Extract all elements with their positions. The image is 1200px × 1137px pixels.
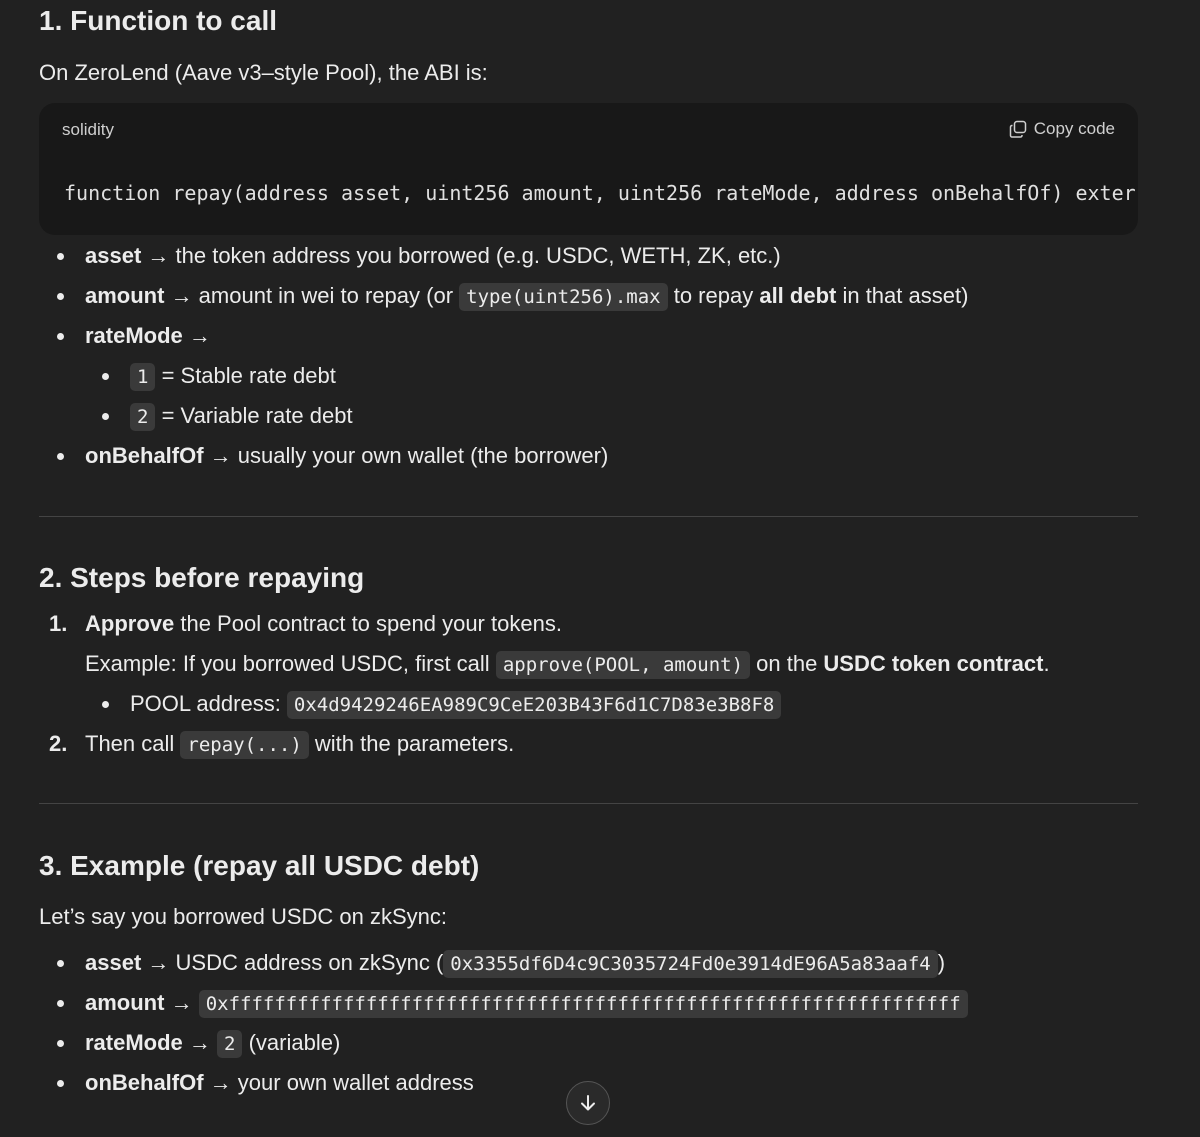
- example-item-asset: [39, 947, 945, 980]
- example-period: .: [1043, 651, 1050, 676]
- list-item-asset: [39, 240, 781, 272]
- ratemode-arrow: →: [182, 1030, 218, 1055]
- example-item-ratemode: [39, 1027, 340, 1060]
- variable-description: = Variable rate debt: [155, 403, 353, 428]
- amount-description-3: in that asset): [836, 283, 969, 308]
- step-2-text-2: with the parameters.: [308, 731, 515, 756]
- copy-icon: [1009, 120, 1027, 138]
- section-3-intro: Let’s say you borrowed USDC on zkSync:: [39, 904, 447, 929]
- divider: [39, 803, 1138, 804]
- term-amount: amount: [85, 990, 165, 1015]
- list-item-ratemode: [39, 320, 211, 352]
- term-onbehalfof: onBehalfOf: [85, 1070, 204, 1095]
- copy-code-label: Copy code: [1033, 119, 1115, 138]
- code-content: function repay(address asset, uint256 amount, uint256 rateMode, address onBehalfOf) exter: [64, 181, 1136, 205]
- inline-code-ratemode: 2: [217, 1030, 242, 1058]
- inline-code-max: type(uint256).max: [459, 283, 667, 311]
- code-block: [39, 103, 1138, 235]
- scroll-to-bottom-button[interactable]: [566, 1081, 610, 1125]
- term-ratemode: rateMode: [85, 323, 183, 348]
- all-debt-bold: all debt: [759, 283, 837, 308]
- term-asset: asset: [85, 243, 142, 268]
- asset-description: → USDC address on zkSync (: [141, 950, 444, 975]
- example-item-amount: [39, 987, 968, 1020]
- section-1-intro: On ZeroLend (Aave v3–style Pool), the ABI is:: [39, 60, 488, 85]
- step-1-number: 1.: [49, 611, 68, 636]
- divider: [39, 516, 1138, 517]
- section-2-heading: 2. Steps before repaying: [39, 562, 365, 593]
- list-item-stable: [39, 360, 336, 393]
- copy-code-button[interactable]: [1009, 119, 1115, 139]
- asset-close-paren: ): [937, 950, 946, 975]
- amount-description: → amount in wei to repay (or: [164, 283, 460, 308]
- asset-description: → the token address you borrowed (e.g. USDC, WETH, ZK, etc.): [141, 243, 781, 268]
- step-2: [39, 728, 514, 761]
- arrow-down-icon: [578, 1093, 598, 1113]
- step-1: [39, 608, 562, 640]
- onbehalfof-description: → usually your own wallet (the borrower): [203, 443, 609, 468]
- section-3-heading: 3. Example (repay all USDC debt): [39, 850, 480, 881]
- ratemode-arrow: →: [182, 323, 211, 348]
- approve-bold: Approve: [85, 611, 175, 636]
- term-asset: asset: [85, 950, 142, 975]
- example-text: Example: If you borrowed USDC, first call: [85, 651, 496, 676]
- step-1-example: [39, 648, 1050, 681]
- step-2-text: Then call: [85, 731, 181, 756]
- inline-code-usdc-address: 0x3355df6D4c9C3035724Fd0e3914dE96A5a83aaf4: [443, 950, 937, 978]
- step-1-text: the Pool contract to spend your tokens.: [174, 611, 562, 636]
- inline-code-approve: approve(POOL, amount): [496, 651, 750, 679]
- inline-code-repay: repay(...): [180, 731, 308, 759]
- step-2-number: 2.: [49, 731, 68, 756]
- example-text-2: on the: [750, 651, 824, 676]
- inline-code-max-amount: 0xffffffffffffffffffffffffffffffffffffffffffffffffffffffffffffffff: [199, 990, 968, 1018]
- section-1-heading: 1. Function to call: [39, 5, 278, 36]
- term-amount: amount: [85, 283, 165, 308]
- term-ratemode: rateMode: [85, 1030, 183, 1055]
- inline-code-1: 1: [130, 363, 155, 391]
- list-item-onbehalfof: [39, 440, 608, 472]
- amount-description-2: to repay: [667, 283, 760, 308]
- ratemode-variable: (variable): [242, 1030, 341, 1055]
- stable-description: = Stable rate debt: [155, 363, 336, 388]
- inline-code-pool-address: 0x4d9429246EA989C9CeE203B43F6d1C7D83e3B8F8: [287, 691, 781, 719]
- example-item-onbehalfof: [39, 1067, 474, 1099]
- list-item-pool-address: [39, 688, 781, 721]
- onbehalfof-description: → your own wallet address: [203, 1070, 474, 1095]
- list-item-amount: [39, 280, 968, 313]
- code-language-label: solidity: [62, 120, 114, 139]
- term-onbehalfof: onBehalfOf: [85, 443, 204, 468]
- amount-arrow: →: [164, 990, 199, 1015]
- pool-address-label: POOL address:: [130, 691, 287, 716]
- list-item-variable: [39, 400, 353, 433]
- inline-code-2: 2: [130, 403, 155, 431]
- usdc-contract-bold: USDC token contract: [823, 651, 1044, 676]
